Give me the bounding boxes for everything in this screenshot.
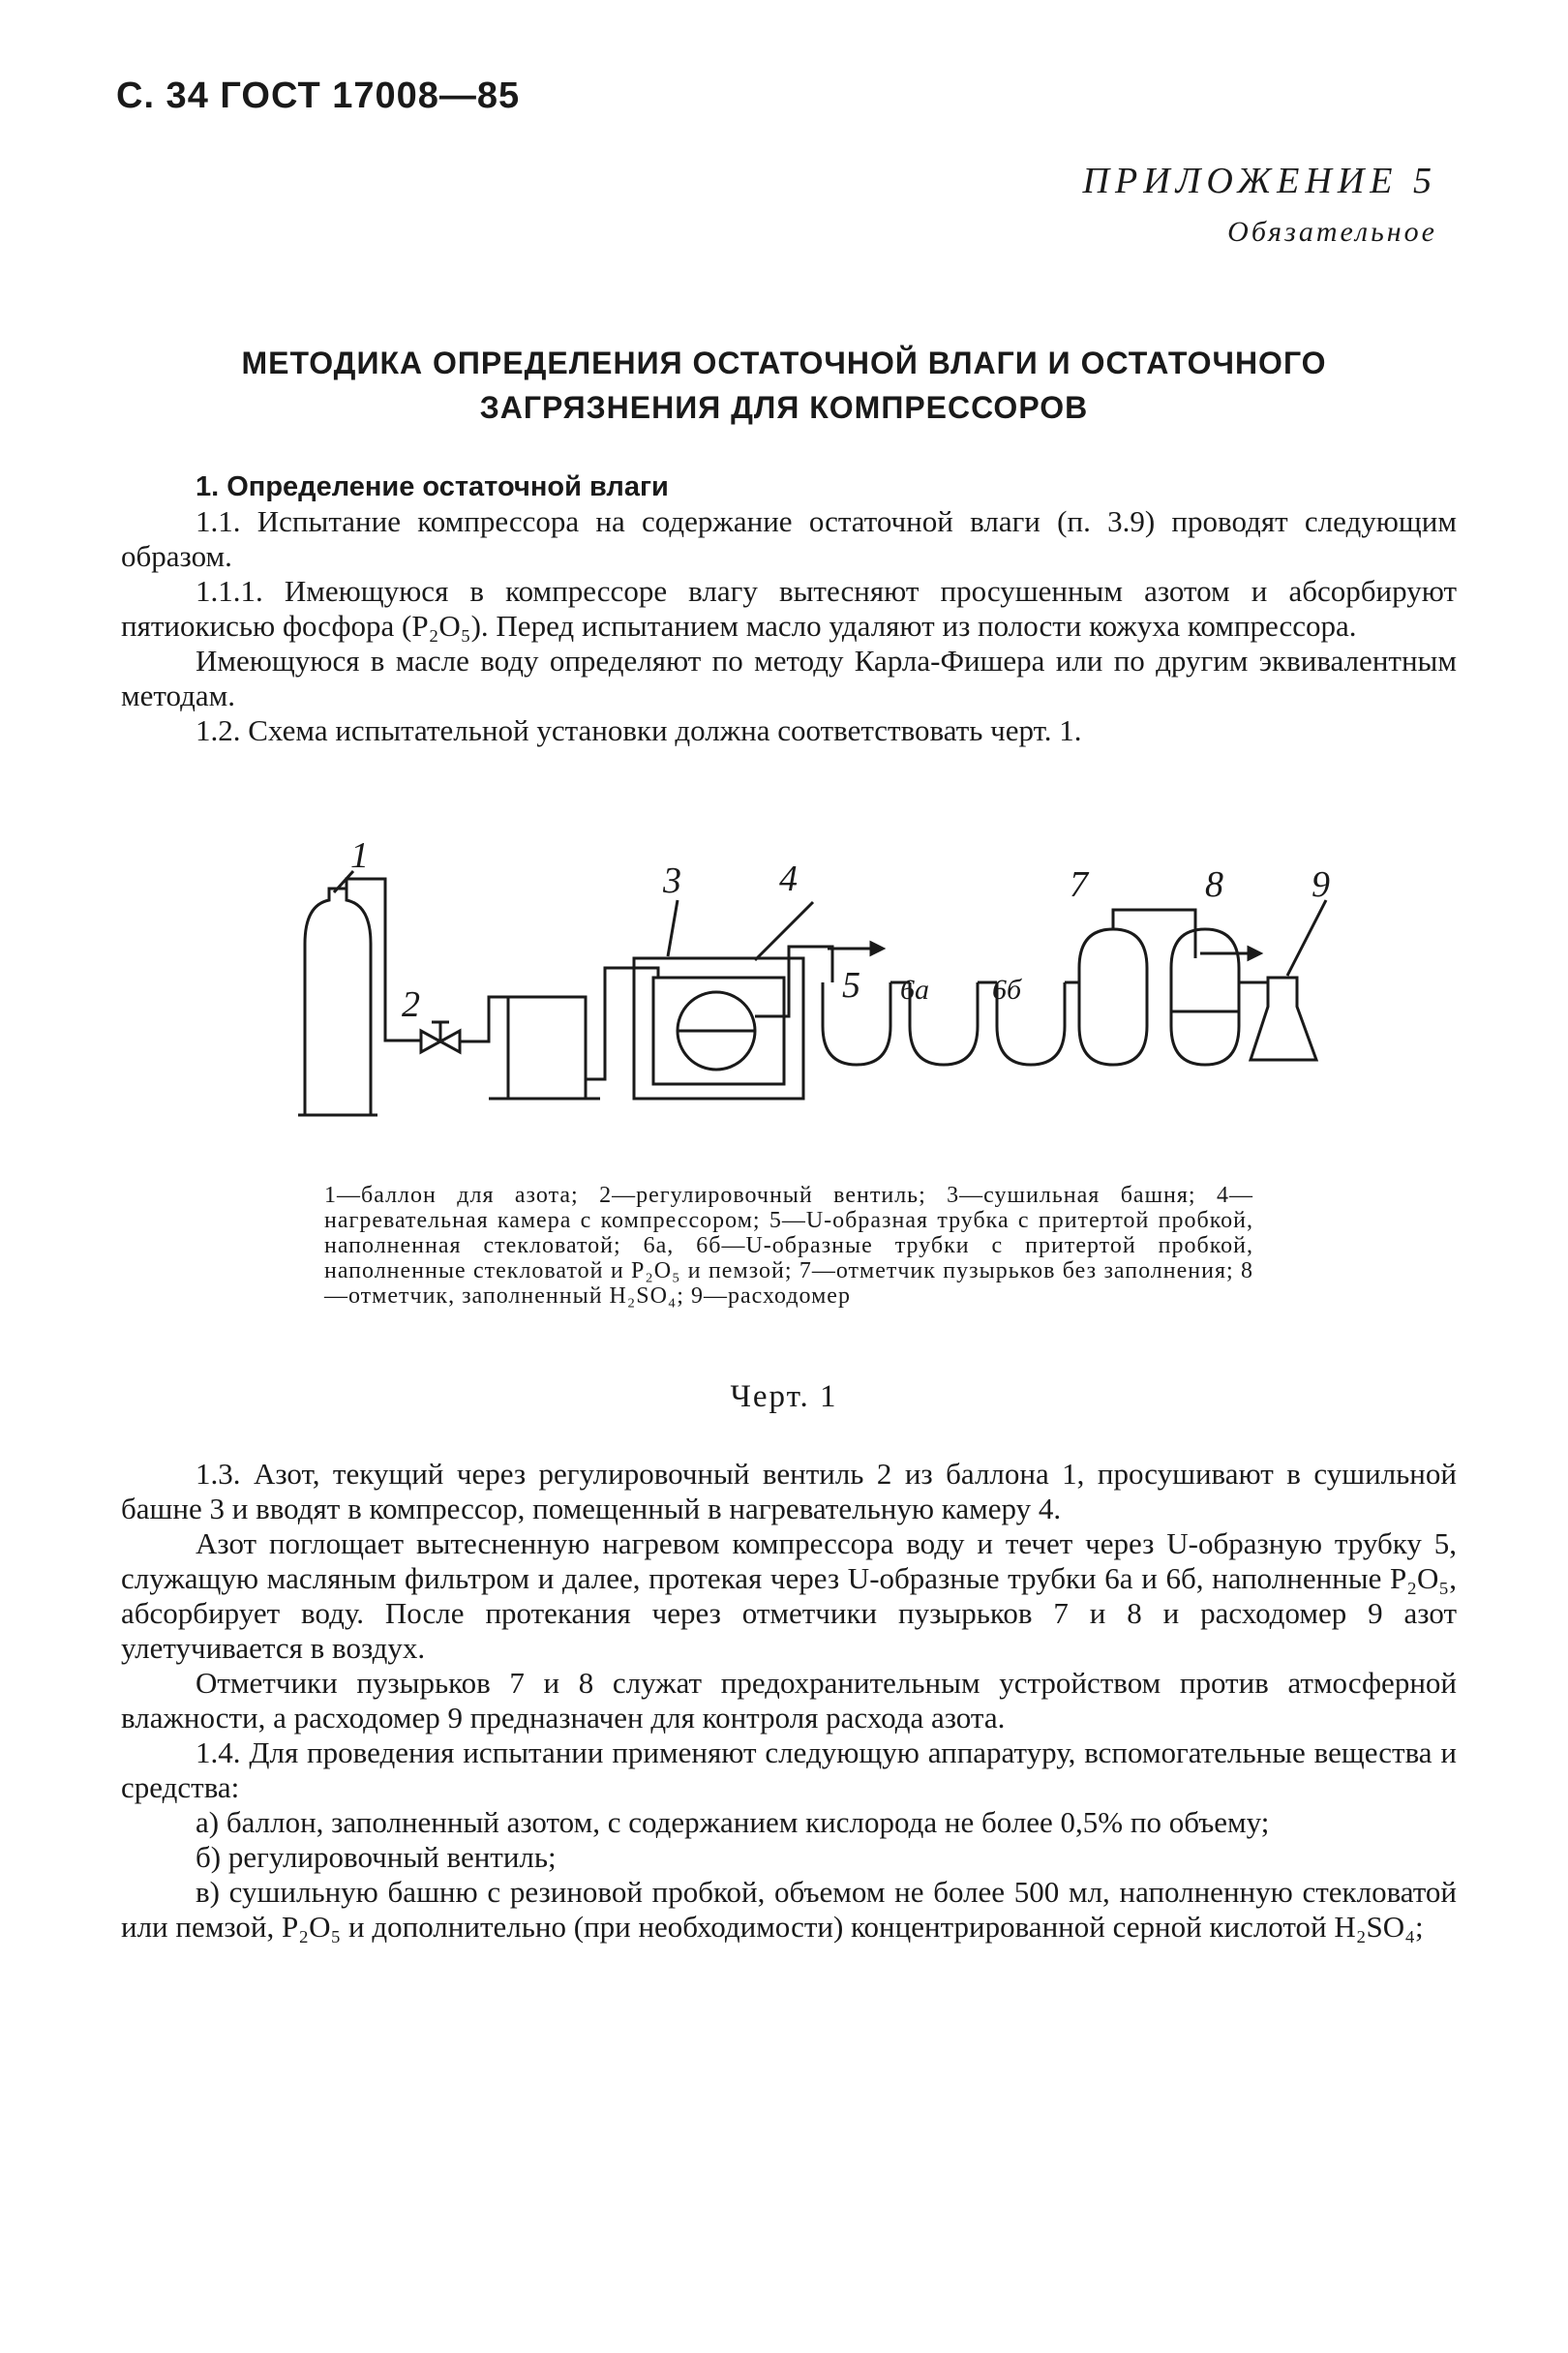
list-item-b: б) регулировочный вентиль; — [196, 1840, 557, 1874]
test-setup-diagram — [271, 832, 1336, 1161]
paragraph-1-1-1: 1.1.1. Имеющуюся в компрессоре влагу вытесняют просушенным азотом и абсорбируют пятиокисью фосфора (P₂O₅). Перед испытанием масло удаляют из полости кожуха компрессора. — [121, 574, 1457, 643]
paragraph-bubble-counters: Отметчики пузырьков 7 и 8 служат предохранительным устройством против атмосферной влажности, а расходомер 9 предназначен для контроля расхода азота. — [121, 1666, 1457, 1735]
flowmeter — [1251, 978, 1316, 1060]
fig-label-9: 9 — [1312, 864, 1330, 905]
fig-label-8: 8 — [1205, 864, 1223, 905]
bubble-counter-7 — [1079, 929, 1147, 1065]
bubble-counter-8 — [1171, 929, 1239, 1065]
section-heading: 1. Определение остаточной влаги — [196, 471, 669, 502]
paragraph-1-2: 1.2. Схема испытательной установки должна соответствовать черт. 1. — [196, 713, 1082, 747]
document-title-line1: МЕТОДИКА ОПРЕДЕЛЕНИЯ ОСТАТОЧНОЙ ВЛАГИ И ОСТАТОЧНОГО — [241, 346, 1327, 380]
list-item-a: а) баллон, заполненный азотом, с содержанием кислорода не более 0,5% по объему; — [196, 1805, 1270, 1839]
paragraph-nitrogen: Азот поглощает вытесненную нагревом компрессора воду и течет через U-образную трубку 5, служащую масляным фильтром и далее, протекая через U-образные трубки 6а и 6б, наполненные P₂O₅, абсорбирует воду. После протекания через отметчики пузырьков 7 и 8 и расходомер 9 азот улетучивается в воздух. — [121, 1526, 1457, 1665]
fig-label-7: 7 — [1070, 864, 1088, 905]
drying-tower — [508, 997, 586, 1099]
fig-label-5: 5 — [842, 965, 860, 1006]
fig-label-1: 1 — [350, 835, 369, 876]
document-title-line2: ЗАГРЯЗНЕНИЯ ДЛЯ КОМПРЕССОРОВ — [479, 390, 1089, 425]
fig-label-2: 2 — [402, 984, 420, 1025]
nitrogen-cylinder — [305, 889, 371, 1115]
figure-caption: 1—баллон для азота; 2—регулировочный вентиль; 3—сушильная башня; 4—нагревательная камера с компрессором; 5—U-образная трубка с притертой пробкой, наполненная стекловатой; 6а, 6б—U-образные трубки с притертой пробкой, наполненные стекловатой и P₂O₅ и пемзой; 7—отметчик пузырьков без заполнения; 8—отметчик, заполненный H₂SO₄; 9—расходомер — [324, 1183, 1253, 1309]
appendix-title: ПРИЛОЖЕНИЕ 5 — [1082, 161, 1437, 201]
paragraph-1-4: 1.4. Для проведения испытании применяют следующую аппаратуру, вспомогательные вещества и средства: — [121, 1735, 1457, 1804]
fig-label-6b: 6б — [992, 974, 1022, 1006]
page-header: С. 34 ГОСТ 17008—85 — [116, 75, 521, 116]
document-title — [155, 341, 1413, 430]
paragraph-oil: Имеющуюся в масле воду определяют по методу Карла-Фишера или по другим эквивалентным методам. — [121, 644, 1457, 712]
heating-chamber — [634, 958, 803, 1099]
paragraph-1-3: 1.3. Азот, текущий через регулировочный вентиль 2 из баллона 1, просушивают в сушильной башне 3 и вводят в компрессор, помещенный в нагревательную камеру 4. — [121, 1457, 1457, 1525]
list-item-c: в) сушильную башню с резиновой пробкой, объемом не более 500 мл, наполненную стекловатой или пемзой, P₂O₅ и дополнительно (при необходимости) концентрированной серной кислотой H₂SO₄; — [121, 1875, 1457, 1944]
fig-label-3: 3 — [663, 860, 681, 901]
fig-label-4: 4 — [779, 859, 798, 899]
paragraph-1-1: 1.1. Испытание компрессора на содержание остаточной влаги (п. 3.9) проводят следующим образом. — [121, 504, 1457, 573]
section-1-intro — [121, 469, 1457, 748]
fig-label-6a: 6а — [900, 974, 929, 1006]
section-1-continued — [121, 1457, 1457, 1945]
appendix-subtitle: Обязательное — [1227, 216, 1437, 248]
figure-label: Черт. 1 — [730, 1379, 838, 1414]
appendix-block — [1083, 160, 1437, 249]
